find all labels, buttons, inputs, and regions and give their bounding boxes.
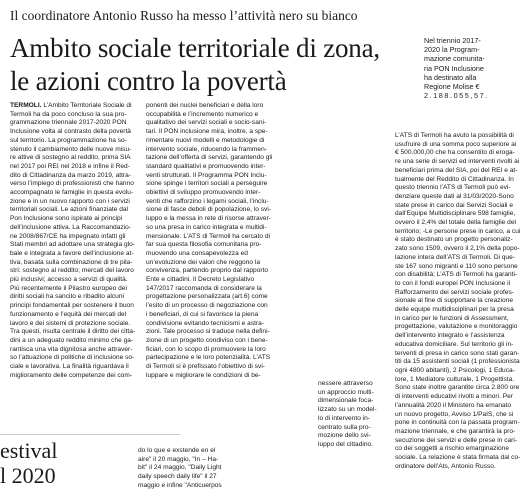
- column-line: ste 167 sono migranti e 110 sono persone: [395, 262, 518, 270]
- column-line: tari. Il PON inclusione mira, inoltre, a spe-: [146, 128, 268, 136]
- column-line: progettazione personalizzata (art.6) come: [146, 293, 268, 301]
- column-line: dimensionale foca-: [318, 397, 374, 405]
- column-line: stenuto il cambiamento delle nuove misu-: [10, 145, 132, 153]
- article-kicker: Il coordinatore Antonio Russo ha messo l’attività nero su bianco: [10, 8, 358, 23]
- column-line: nessere attraverso: [318, 380, 373, 387]
- dateline: TERMOLI.: [10, 102, 42, 109]
- column-line: bit" il 24 maggio, "Daily Light: [138, 464, 222, 472]
- column-line: questo triennio l’ATS di Termoli può evi-: [395, 184, 511, 192]
- column-line: beneficiari prima del SIA, poi del REI e at-: [395, 166, 518, 174]
- column-line: ponenti dei nuclei beneficiari e della loro: [146, 102, 264, 109]
- column-line: far sua questa filosofia comunitaria pro-: [146, 241, 262, 249]
- column-line: un nuovo progetto, Avviso 1/PaIS, che si: [395, 410, 514, 418]
- column-line: so una presa in carico integrata e multidi-: [146, 223, 267, 231]
- column-line: ogni 4800 abitanti), 2 Psicologi, 1 Educa-: [395, 366, 515, 374]
- column-line: rimentare nuovi modelli e metodologie di: [146, 136, 265, 144]
- column-line: Più recentemente il Pilastro europeo dei: [10, 284, 127, 292]
- column-line: Pon Inclusione sono ispirate ai principi: [10, 215, 123, 223]
- column-line: obiettivi di sviluppo promuovendo inter-: [146, 189, 261, 197]
- column-line: lazione intera dell’ATS di Termoli. Di que-: [395, 253, 515, 261]
- column-line: to con il fondi europei PON Inclusione il: [395, 279, 511, 287]
- column-line: nel 2017 poi REI nel 2018 e infine il Red-: [10, 162, 130, 170]
- column-line: dall’Equipe Multidisciplinare 598 famiglie,: [395, 210, 516, 218]
- column-line: sione di fasce deboli di popolazione, lo svi-: [146, 206, 271, 214]
- column-line: convivenza, partendo proprio dal rapporto: [146, 267, 269, 275]
- column-line: ordinatore dell’Ats, Antonio Russo.: [395, 462, 496, 470]
- column-line: diritti sociali ha sancito e ribadito alcuni: [10, 293, 124, 301]
- column-line: tazione dell’offerta di servizi, garantendo gli: [146, 154, 273, 162]
- column-line: mozione dello svi-: [318, 432, 371, 440]
- teaser-divider: [0, 434, 180, 435]
- article-column-2-continued: [318, 380, 389, 450]
- column-line: denziare queste dati al 31/03/2020-Sono: [395, 192, 514, 200]
- column-line: Tra questi, risulta centrale il diritto dei citta-: [10, 328, 136, 336]
- column-line: di interventi educativi rivolti a minori. Per: [395, 393, 514, 401]
- sidebox-line: ha destinato alla: [424, 72, 477, 82]
- column-line: sul territorio. La programmazione ha so-: [10, 136, 127, 144]
- column-line: funzionamento e l’equità dei mercati del: [10, 310, 127, 318]
- column-line: ciale e lavorativa. La finalità riguardava il: [10, 363, 129, 371]
- article-column-3: [395, 132, 520, 471]
- column-line: intervento sociale, riducendo la frammen-: [146, 145, 267, 153]
- article-column-2: [146, 102, 273, 381]
- column-line: re una serie di servizi ed interventi rivolti ai: [395, 158, 520, 166]
- column-line: 147/2017 raccomanda di considerare la: [146, 284, 262, 292]
- column-line: è stato destinato un progetto personaliz-: [395, 236, 513, 244]
- column-line: zioni. Tale processo si traduce nella defini-: [146, 328, 270, 336]
- column-line: do lo que e exstende en el: [138, 447, 216, 454]
- column-line: centrato sulla pro-: [318, 423, 371, 431]
- column-line: qualitativo dei servizi sociali e socio-sani-: [146, 119, 267, 127]
- sidebox-line: Nel triennio 2017-: [424, 36, 481, 45]
- column-line: Sono state inoltre garantite circa 2.800 ore: [395, 384, 520, 392]
- column-line: territorio; -Le persone prese in carico, a cui: [395, 227, 520, 235]
- column-line: mazione triennale, e che garantirà la pro-: [395, 427, 516, 435]
- column-line: luppo del cittadino.: [318, 440, 373, 448]
- column-line: ne 2008/867/CE ha impegnato infatti gli: [10, 232, 126, 240]
- column-line: tualmente del Reddito di Cittadinanza. In: [395, 175, 514, 183]
- column-line: co dei soggetti a rischio emarginazione: [395, 445, 509, 453]
- column-line: l’esito di un processo di negoziazione con: [146, 302, 268, 310]
- column-line: venti che rafforzino i legami sociali, l’inclu-: [146, 197, 269, 205]
- column-line: zione di un progetto condiviso con i bene-: [146, 336, 268, 344]
- column-line: maggio e infine "Anticuerpos: [138, 481, 222, 489]
- column-line: i beneficiari, di cui si favorisce la piena: [146, 310, 259, 318]
- column-line: re attive di sostegno al reddito, prima SIA: [10, 154, 131, 162]
- column-line: territoriali sociali. Le azioni finanziate dal: [10, 206, 129, 214]
- column-line: muovendo una consapevolezza ed: [146, 249, 248, 257]
- column-line: mensionale. L’ATS di Termoli ha cercato di: [146, 232, 270, 240]
- column-line: accompagnato le famiglie in questa evolu-: [10, 189, 134, 197]
- column-line: dini a un adeguato reddito minimo che ga-: [10, 336, 134, 344]
- sidebox-line: Regione Molise €: [424, 82, 480, 92]
- column-line: zione e in un nuovo rapporto con i servizi: [10, 197, 130, 205]
- column-line: principi fondamentali per sostenere il buon: [10, 302, 134, 310]
- column-line: un’evoluzione dei valori che reggono la: [146, 258, 261, 266]
- column-line: [10, 102, 136, 111]
- column-line: sione spinge i territori sociali a perseguire: [146, 180, 268, 188]
- sidebox-amount: 2.188.055,57.: [424, 91, 489, 101]
- column-line: pone in continuità con la passata program-: [395, 419, 520, 427]
- sidebox-line: ria PON Inclusione: [424, 63, 484, 73]
- column-line: verso l’impiego di professionisti che hanno: [10, 180, 134, 188]
- column-line: più inclusivi; accesso a servizi di qualità.: [10, 276, 128, 284]
- sidebox-line: mazione comunita-: [424, 54, 485, 64]
- column-line: secuzione dei servizi e delle prese in cari-: [395, 436, 518, 444]
- column-line: condivisione evitando tecnicismi e astra-: [146, 319, 265, 327]
- column-line: luppo e la messa in rete di risorse attraver-: [146, 215, 271, 223]
- column-line: tore, 1 Mediatore culturale, 1 Progettista.: [395, 375, 515, 383]
- column-line: luppare e migliorare le condizioni di be-: [146, 371, 261, 379]
- column-line: so l’attuazione di politiche di inclusione so-: [10, 354, 135, 362]
- column-line: grammazione triennale 2017-2020 PON: [10, 119, 127, 127]
- column-line: lavoro e dei sistemi di protezione sociale.: [10, 319, 131, 327]
- teaser-line: estival: [0, 438, 58, 463]
- column-line-text: L’Ambito Territoriale Sociale di: [41, 102, 132, 109]
- column-line: Rafforzamento dei servizi sociale profes-: [395, 288, 514, 296]
- column-line: con disabilità; L’ATS di Termoli ha garanti-: [395, 271, 518, 279]
- column-line: standard qualitativi e promuovendo inter-: [146, 162, 266, 170]
- column-line: Termoli ha da poco concluso la sua pro-: [10, 110, 127, 118]
- column-line: ovvero il 2,4% del totale della famiglie del: [395, 219, 516, 227]
- column-line: di Termoli si è prefissato l’obiettivo di svi-: [146, 363, 265, 371]
- column-line: dell’inclusione attiva. La Raccomandazio-: [10, 223, 131, 231]
- column-line: venti strutturati. Il Programma PON Inclu-: [146, 171, 267, 179]
- column-line: l’annualità 2020 il Ministero ha emanato: [395, 401, 512, 409]
- teaser-headline: [0, 438, 120, 488]
- headline-line: Ambito sociale territoriale di zona,: [10, 33, 380, 63]
- column-line: occupabilità e l’incremento numerico e: [146, 110, 259, 118]
- column-line: sociale. La relazione è stata firmata dal co-: [395, 454, 520, 462]
- column-line: un approccio multi-: [318, 388, 374, 396]
- column-line: dito di Cittadinanza da marzo 2019, attra-: [10, 171, 131, 179]
- column-line: in carico per le funzioni di Assessment,: [395, 314, 509, 322]
- sidebox-line: 2020 la Program-: [424, 45, 480, 55]
- column-line: zato sono 1509, ovvero il 2,1% della popo-: [395, 245, 520, 253]
- column-line: dell’intervento integrato e l’assistenza: [395, 332, 505, 340]
- column-line: progettazione, valutazione e monitoraggio: [395, 323, 518, 331]
- column-line: educativa domiciliare. Sul territorio gli in-: [395, 340, 514, 348]
- column-line: partecipazione e le loro potenzialità. L’ATS: [146, 354, 271, 362]
- column-line: state prese in carico dai Servizi Sociali e: [395, 201, 514, 209]
- column-line: tiva, basata sulla combinazione di tre pila-: [10, 258, 133, 266]
- column-line: miglioramento delle competenze dei com-: [10, 371, 133, 379]
- column-line: aire" il 20 maggio, "In – Ha-: [138, 455, 219, 463]
- column-line: L’ATS di Termoli ha avuto la possibilità di: [395, 132, 514, 139]
- column-line: stri: sostegno al reddito; mercati del lavoro: [10, 267, 134, 275]
- article-sidebox: [424, 36, 490, 100]
- teaser-snippet: [138, 447, 228, 491]
- column-line: ficiari, con lo scopo di promuovere la loro: [146, 345, 266, 353]
- column-line: usufruire di una somma poco superiore ai: [395, 140, 517, 148]
- column-line: Ente e cittadini. Il Decreto Legislativo: [146, 276, 255, 284]
- article-column-1: [10, 102, 136, 381]
- column-line: titi da 15 assistenti sociali (1 professionista: [395, 358, 520, 366]
- teaser-line: l 2020: [0, 463, 56, 488]
- column-line: terventi di presa in carico sono stati garan-: [395, 349, 520, 357]
- column-line: sionale al fine di supportare la creazione: [395, 297, 514, 305]
- column-line: Inclusione volta al contrasto della povertà: [10, 128, 131, 136]
- column-line: rantisca una vita dignitosa anche attraver-: [10, 345, 133, 353]
- column-line: delle equipe multidisciplinari per la presa: [395, 306, 514, 314]
- column-line: lizzato su un model-: [318, 406, 377, 414]
- column-line: lo di intervento in-: [318, 414, 371, 422]
- headline-line: le azioni contro la povertà: [10, 66, 287, 96]
- column-line: bale e integrata a favore dell’inclusione at-: [10, 249, 134, 257]
- column-line: daily speech daily life" il 27: [138, 473, 217, 481]
- column-line: Stati membri ad adottare una strategia glo-: [10, 241, 135, 249]
- article-headline: [10, 32, 420, 98]
- column-line: € 500.000,00 che ha consentito di eroga-: [395, 149, 515, 157]
